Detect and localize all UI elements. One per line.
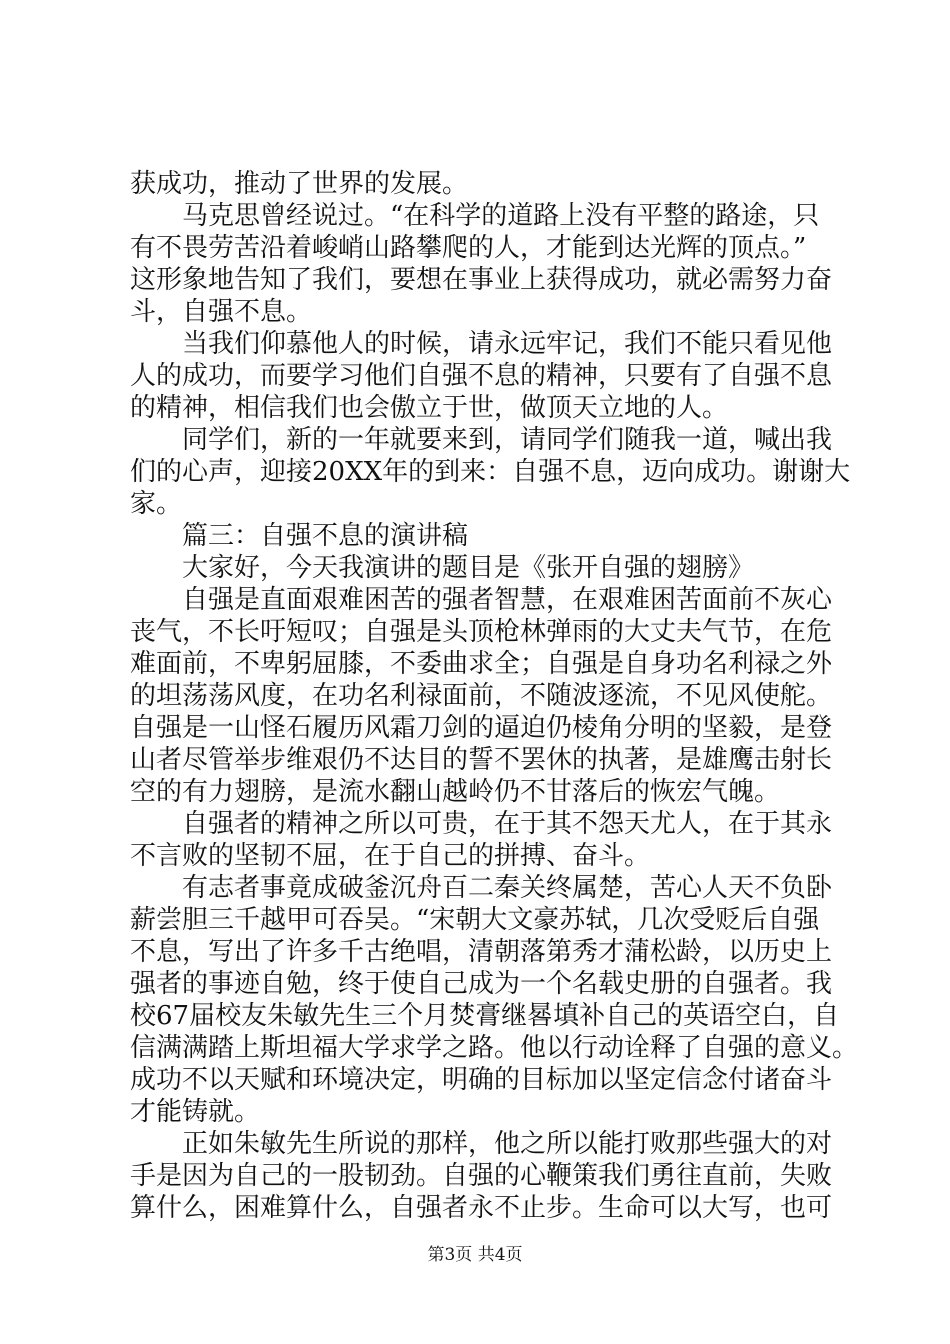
text-line: 家。 (130, 489, 183, 519)
text-line: 这形象地告知了我们，要想在事业上获得成功，就必需努力奋 (130, 265, 833, 295)
page-footer: 第3页 共4页 (427, 1245, 523, 1265)
text-line: 才能铸就。 (130, 1097, 261, 1127)
text-line: 丧气，不长吁短叹；自强是头顶枪林弹雨的大丈夫气节，在危 (130, 617, 833, 647)
text-line: 薪尝胆三千越甲可吞吴。“宋朝大文豪苏轼，几次受贬后自强 (130, 905, 820, 935)
text-line: 自强是直面艰难困苦的强者智慧，在艰难困苦面前不灰心 (130, 585, 833, 615)
text-line: 有志者事竟成破釜沉舟百二秦关终属楚，苦心人天不负卧 (130, 873, 833, 903)
text-line: 手是因为自己的一股韧劲。自强的心鞭策我们勇往直前，失败 (130, 1161, 833, 1191)
text-line: 正如朱敏先生所说的那样，他之所以能打败那些强大的对 (130, 1129, 833, 1159)
text-line: 难面前，不卑躬屈膝，不委曲求全；自强是自身功名利禄之外 (130, 649, 833, 679)
text-line: 获成功，推动了世界的发展。 (130, 169, 469, 199)
text-line: 的坦荡荡风度，在功名利禄面前，不随波逐流，不见风使舵。 (130, 681, 833, 711)
text-line: 成功不以天赋和环境决定，明确的目标加以坚定信念付诸奋斗 (130, 1065, 833, 1095)
text-line: 的精神，相信我们也会傲立于世，做顶天立地的人。 (130, 393, 729, 423)
text-line: 不言败的坚韧不屈，在于自己的拼搏、奋斗。 (130, 841, 651, 871)
text-line: 山者尽管举步维艰仍不达目的誓不罢休的执著，是雄鹰击射长 (130, 745, 833, 775)
text-line: 自强者的精神之所以可贵，在于其不怨天尤人，在于其永 (130, 809, 833, 839)
text-line: 空的有力翅膀，是流水翻山越岭仍不甘落后的恢宏气魄。 (130, 777, 781, 807)
text-line: 自强是一山怪石履历风霜刀剑的逼迫仍棱角分明的坚毅，是登 (130, 713, 833, 743)
text-line: 同学们，新的一年就要来到，请同学们随我一道，喊出我 (130, 425, 833, 455)
text-line: 马克思曾经说过。“在科学的道路上没有平整的路途，只 (130, 201, 820, 231)
text-line: 人的成功，而要学习他们自强不息的精神，只要有了自强不息 (130, 361, 833, 391)
document-body (130, 168, 859, 1224)
text-line: 校67届校友朱敏先生三个月焚膏继晷填补自己的英语空白，自 (130, 1001, 840, 1031)
text-line: 有不畏劳苦沿着峻峭山路攀爬的人，才能到达光辉的顶点。” (130, 233, 807, 263)
text-line: 算什么，困难算什么，自强者永不止步。生命可以大写，也可 (130, 1193, 833, 1223)
text-line: 强者的事迹自勉，终于使自己成为一个名载史册的自强者。我 (130, 969, 833, 999)
text-line: 当我们仰慕他人的时候，请永远牢记，我们不能只看见他 (130, 329, 833, 359)
text-line: 大家好，今天我演讲的题目是《张开自强的翅膀》 (130, 553, 755, 583)
text-line: 斗，自强不息。 (130, 297, 313, 327)
text-line: 信满满踏上斯坦福大学求学之路。他以行动诠释了自强的意义。 (130, 1033, 859, 1063)
text-line: 们的心声，迎接20XX年的到来：自强不息，迈向成功。谢谢大 (130, 457, 851, 487)
text-line: 不息，写出了许多千古绝唱，清朝落第秀才蒲松龄，以历史上 (130, 937, 833, 967)
section-heading: 篇三：自强不息的演讲稿 (130, 521, 469, 551)
